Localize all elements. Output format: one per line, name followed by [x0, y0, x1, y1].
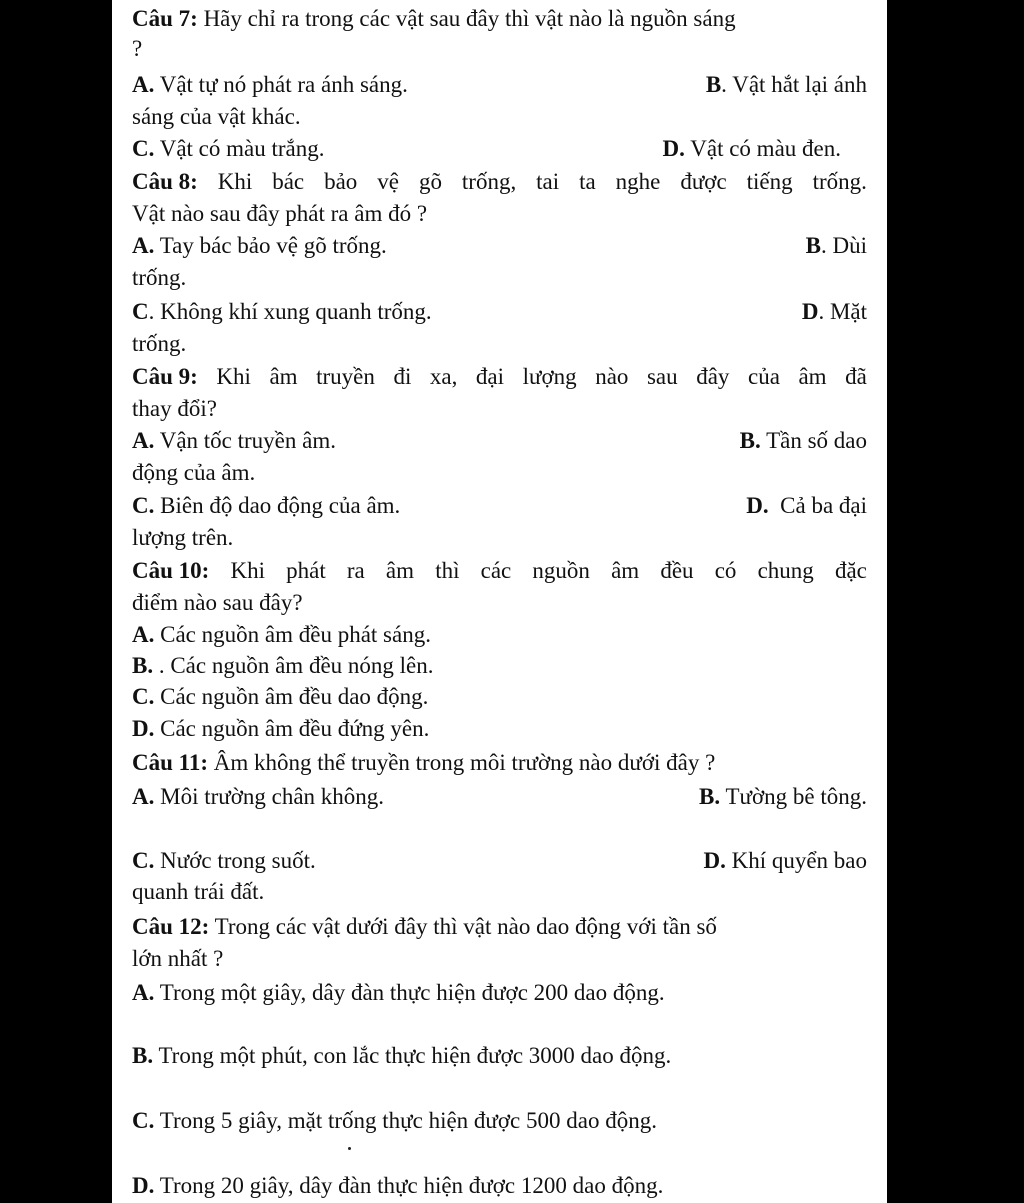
q12-a-label: A. [132, 980, 155, 1005]
q10-a-label: A. [132, 622, 155, 647]
q9-a-text: Vận tốc truyền âm. [159, 428, 336, 453]
q11-option-b [699, 782, 867, 812]
q11-d-text-cont: quanh trái đất. [132, 879, 265, 904]
q7-options-cd [132, 134, 867, 164]
q9-options-cd [132, 491, 867, 521]
q7-options-ab [132, 70, 867, 100]
q9-stem-text-cont: thay đổi? [132, 396, 217, 421]
q12-label: Câu 12: [132, 914, 210, 939]
q8-c-text: . Không khí xung quanh trống. [148, 299, 432, 324]
q8-b-text: . Dùi [821, 233, 867, 258]
q7-a-text: Vật tự nó phát ra ánh sáng. [159, 72, 408, 97]
q8-a-label: A. [132, 233, 155, 258]
q8-option-a [132, 231, 387, 261]
q10-c-label: C. [132, 684, 155, 709]
q12-option-c [132, 1106, 867, 1136]
q7-c-label: C. [132, 136, 155, 161]
q10-word: có [714, 558, 737, 583]
q11-d-text: Khí quyển bao [731, 848, 867, 873]
q9-b-text-cont: động của âm. [132, 460, 256, 485]
q9-option-b-cont [132, 458, 867, 488]
q9-word: đại [475, 364, 505, 389]
q7-a-label: A. [132, 72, 155, 97]
q10-b-text: . Các nguồn âm đều nóng lên. [158, 653, 434, 678]
q9-word: đây [696, 364, 730, 389]
q10-word: đặc [834, 558, 867, 583]
q8-stem-text-cont: Vật nào sau đây phát ra âm đó ? [132, 201, 428, 226]
q12-stem-line1 [132, 912, 867, 942]
q11-options-ab [132, 782, 867, 812]
q9-stem-line2 [132, 394, 867, 424]
q10-d-text: Các nguồn âm đều đứng yên. [160, 716, 430, 741]
q8-option-b [806, 231, 867, 261]
q10-option-b [132, 651, 867, 681]
q9-word: nào [595, 364, 629, 389]
q7-option-a [132, 70, 408, 100]
q7-stem-line2 [132, 34, 867, 64]
q8-word: bác [272, 169, 305, 194]
q7-stem-text: Hãy chỉ ra trong các vật sau đây thì vật nào là nguồn sáng [203, 6, 736, 31]
q10-stem-text-cont: điểm nào sau đây? [132, 590, 303, 615]
q9-options-ab [132, 426, 867, 456]
q9-word: của [747, 364, 780, 389]
q9-word: sau [646, 364, 678, 389]
q9-word: xa, [429, 364, 458, 389]
q11-d-label: D. [703, 848, 726, 873]
q9-word: lượng [522, 364, 577, 389]
q12-stem-line2 [132, 944, 867, 974]
q10-word: âm [385, 558, 415, 583]
q10-word: thì [435, 558, 460, 583]
q7-d-label: D. [662, 136, 685, 161]
q9-stem-line1 [132, 362, 867, 392]
q7-option-b-cont [132, 102, 867, 132]
q11-stem-line1 [132, 748, 867, 778]
q8-label: Câu 8: [132, 169, 198, 194]
q7-d-text: Vật có màu đen. [690, 136, 841, 161]
q9-option-a [132, 426, 336, 456]
q12-b-label: B. [132, 1043, 154, 1068]
q10-word: các [480, 558, 512, 583]
q12-d-label: D. [132, 1173, 155, 1198]
q12-d-text: Trong 20 giây, dây đàn thực hiện được 1200 dao động. [159, 1173, 664, 1198]
q8-b-label: B [805, 233, 821, 258]
q10-b-label: B. [132, 653, 154, 678]
q10-c-text: Các nguồn âm đều dao động. [160, 684, 429, 709]
q12-c-text: Trong 5 giây, mặt trống thực hiện được 500 dao động. [159, 1108, 657, 1133]
q12-a-text: Trong một giây, dây đàn thực hiện được 200 dao động. [159, 980, 665, 1005]
q10-a-text: Các nguồn âm đều phát sáng. [160, 622, 431, 647]
q8-options-ab [132, 231, 867, 261]
q11-a-text: Môi trường chân không. [160, 784, 385, 809]
q8-word: Khi [217, 169, 253, 194]
q8-option-b-cont [132, 263, 867, 293]
q8-option-c [132, 297, 432, 327]
q11-option-d [703, 846, 867, 876]
q11-b-label: B. [699, 784, 721, 809]
q8-stem-line1 [132, 167, 867, 197]
q9-d-text: Cả ba đại [780, 493, 867, 518]
q8-c-label: C [132, 299, 149, 324]
q9-word: âm [798, 364, 827, 389]
q12-option-a [132, 978, 867, 1008]
q10-stem-line2 [132, 588, 867, 618]
q11-options-cd [132, 846, 867, 876]
q7-b-label: B [705, 72, 722, 97]
q8-option-d-cont [132, 329, 867, 359]
q9-option-c [132, 491, 400, 521]
q10-word: đều [660, 558, 694, 583]
q7-b-text: . Vật hắt lại ánh [721, 72, 867, 97]
q8-d-text-cont: trống. [132, 331, 187, 356]
q7-option-c [132, 134, 325, 164]
q12-b-text: Trong một phút, con lắc thực hiện được 3000 dao động. [158, 1043, 672, 1068]
q7-b-text-cont: sáng của vật khác. [132, 104, 301, 129]
q8-word: trống, [461, 169, 517, 194]
q9-option-d [746, 491, 867, 521]
q12-stem-text-cont: lớn nhất ? [132, 946, 224, 971]
q11-option-a [132, 782, 384, 812]
q7-c-text: Vật có màu trắng. [159, 136, 325, 161]
q8-d-label: D [801, 299, 819, 324]
q8-word: tai [536, 169, 560, 194]
q9-option-b [740, 426, 867, 456]
q9-d-text-cont: lượng trên. [132, 525, 234, 550]
q9-a-label: A. [132, 428, 155, 453]
q9-word: đã [845, 364, 867, 389]
q8-word: nghe [615, 169, 661, 194]
q8-word: được [680, 169, 727, 194]
q10-word: nguồn [532, 558, 590, 583]
q7-option-d [663, 134, 841, 164]
q8-b-text-cont: trống. [132, 265, 187, 290]
q7-option-b [706, 70, 867, 100]
q8-word: trống. [812, 169, 867, 194]
q10-option-c [132, 682, 867, 712]
q10-word: ra [346, 558, 365, 583]
q9-c-text: Biên độ dao động của âm. [160, 493, 401, 518]
q11-b-text: Tường bê tông. [725, 784, 867, 809]
q10-option-a [132, 620, 867, 650]
q8-stem-line2 [132, 199, 867, 229]
q9-word: truyền [316, 364, 375, 389]
q11-option-d-cont [132, 877, 867, 907]
q9-word: âm [269, 364, 298, 389]
q11-label: Câu 11: [132, 750, 209, 775]
q11-c-text: Nước trong suốt. [160, 848, 316, 873]
q8-word: vệ [377, 169, 399, 194]
exam-page [112, 0, 887, 1203]
q9-b-text: Tần số dao [766, 428, 867, 453]
q12-stem-text: Trong các vật dưới đây thì vật nào dao động với tần số [214, 914, 717, 939]
q10-word: âm [611, 558, 640, 583]
q12-option-b [132, 1041, 867, 1071]
q11-stem-text: Âm không thể truyền trong môi trường nào dưới đây ? [213, 750, 716, 775]
q11-c-label: C. [132, 848, 155, 873]
q10-d-label: D. [132, 716, 155, 741]
q9-b-label: B. [739, 428, 761, 453]
q8-word: bảo [324, 169, 358, 194]
q9-c-label: C. [132, 493, 155, 518]
q7-stem-line1 [132, 4, 867, 34]
q11-option-c [132, 846, 316, 876]
q9-word: đi [393, 364, 412, 389]
q10-label: Câu 10: [132, 558, 210, 583]
q10-option-d [132, 714, 867, 744]
q11-a-label: A. [132, 784, 155, 809]
q9-label: Câu 9: [132, 364, 198, 389]
q8-options-cd [132, 297, 867, 327]
q8-word: tiếng [746, 169, 793, 194]
q8-word: ta [579, 169, 596, 194]
stray-dot [348, 1147, 351, 1150]
q9-option-d-cont [132, 523, 867, 553]
q9-d-label: D. [746, 493, 769, 518]
q8-option-d [802, 297, 867, 327]
q12-c-label: C. [132, 1108, 155, 1133]
q8-a-text: Tay bác bảo vệ gõ trống. [159, 233, 387, 258]
q10-word: Khi [230, 558, 265, 583]
q8-d-text: . Mặt [818, 299, 867, 324]
q7-stem-text-cont: ? [132, 36, 143, 61]
q9-word: Khi [216, 364, 251, 389]
q10-stem-line1 [132, 556, 867, 586]
q10-word: phát [286, 558, 326, 583]
q7-label: Câu 7: [132, 6, 198, 31]
q8-word: gõ [418, 169, 442, 194]
q12-option-d [132, 1171, 867, 1201]
q10-word: chung [757, 558, 814, 583]
